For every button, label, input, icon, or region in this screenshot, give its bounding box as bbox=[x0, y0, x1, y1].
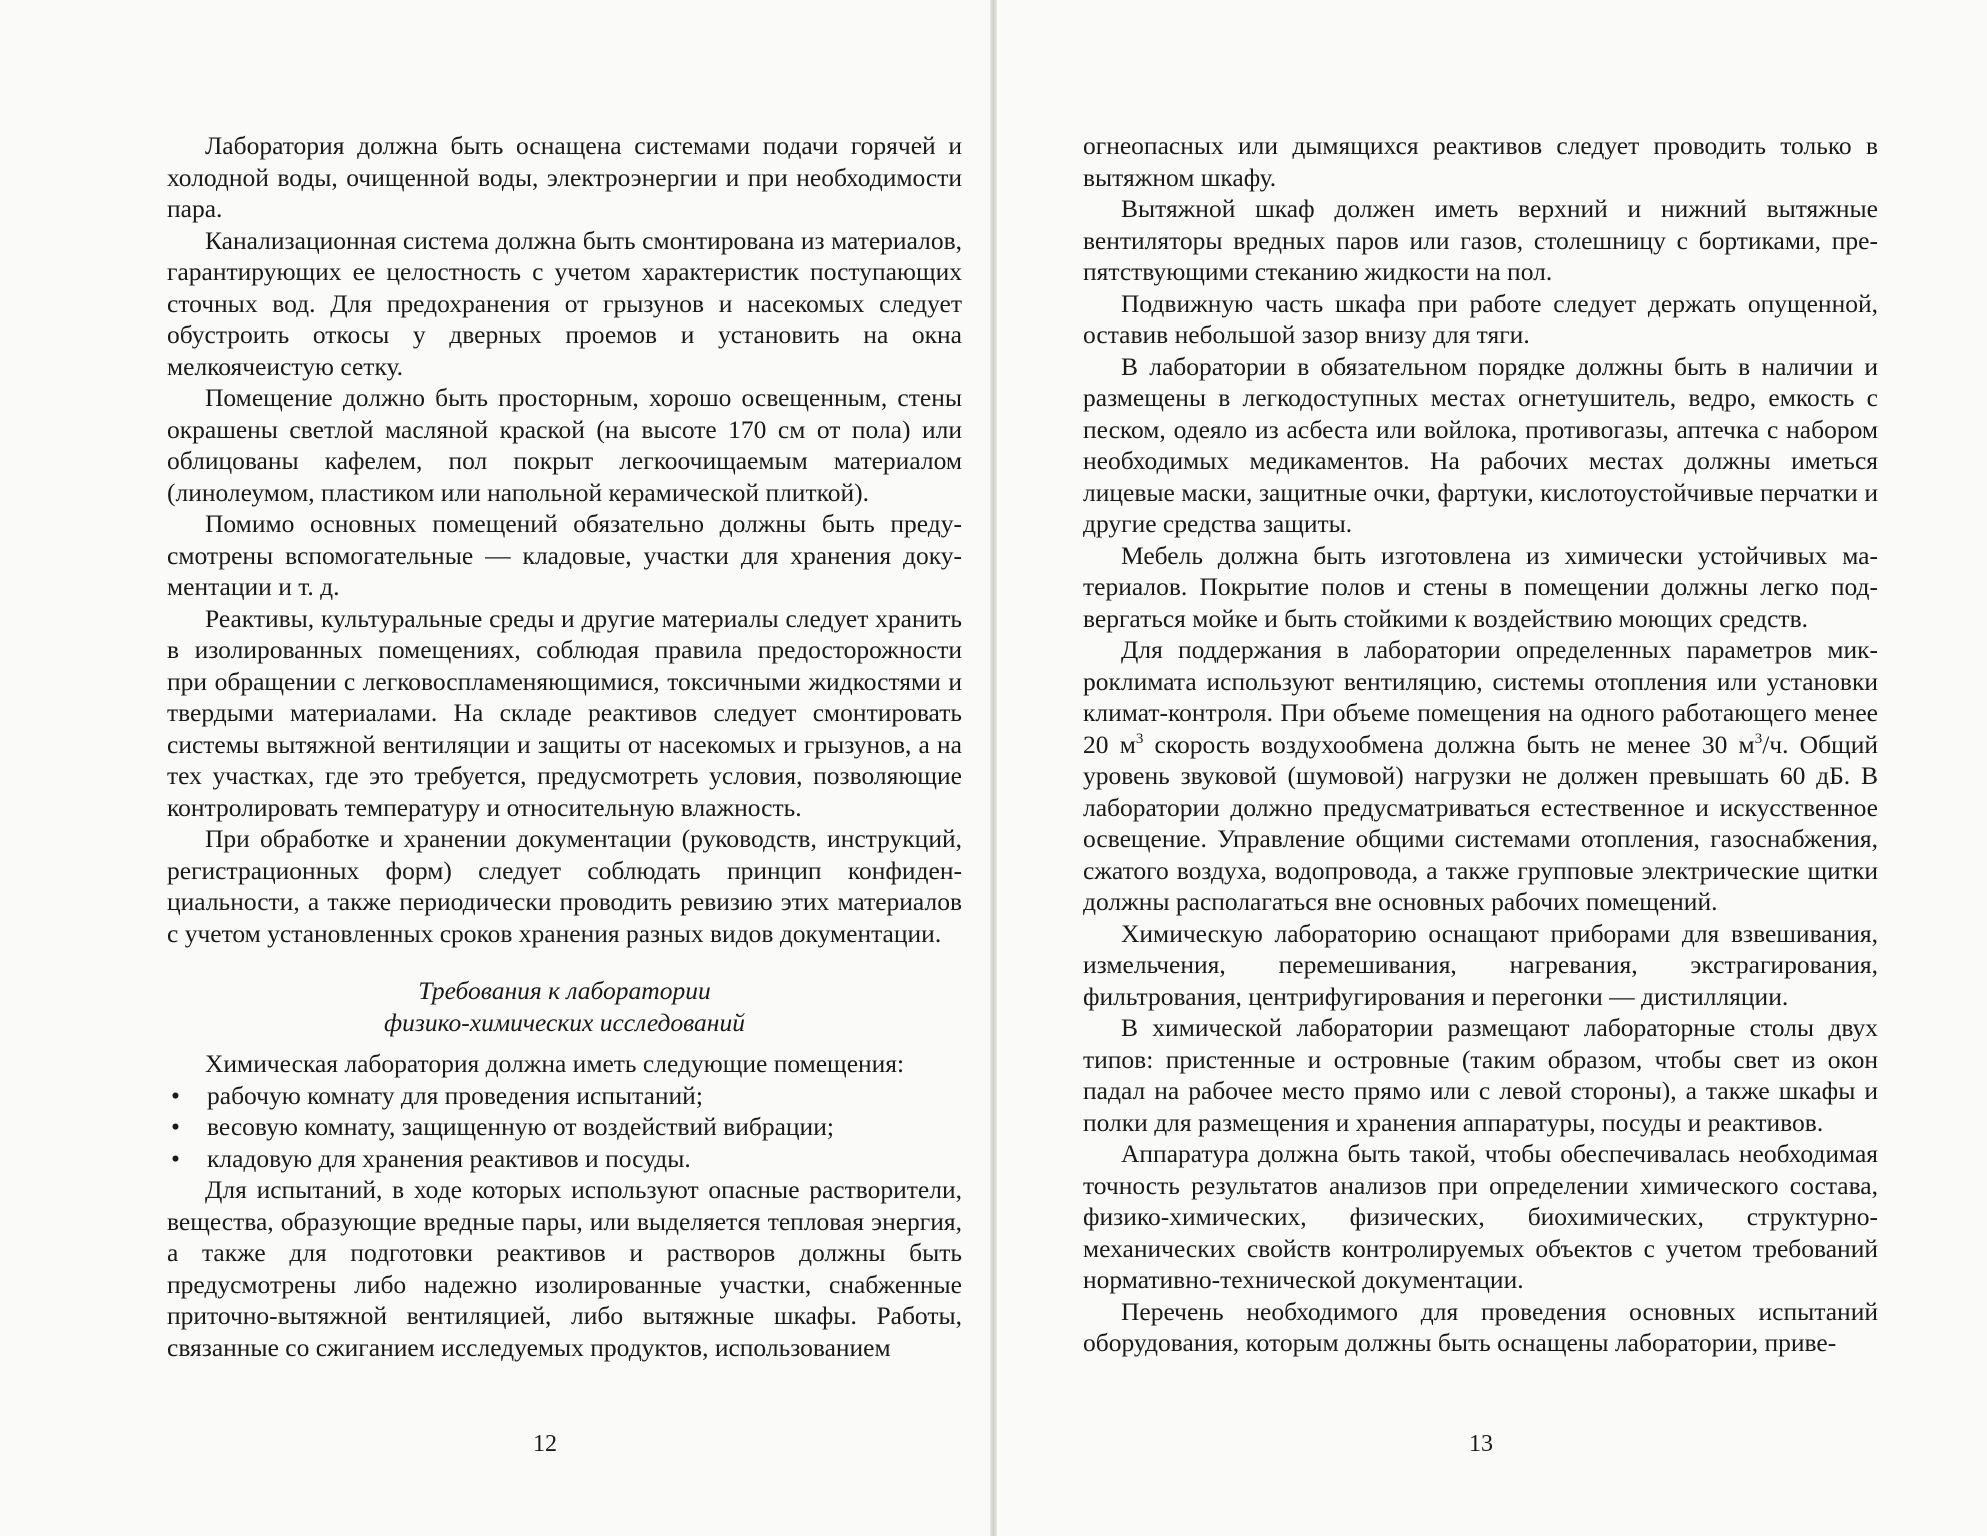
superscript: 3 bbox=[1135, 730, 1144, 747]
left-page-text bbox=[167, 130, 962, 1363]
page-number: 13 bbox=[1469, 1431, 1493, 1457]
superscript: 3 bbox=[1754, 730, 1763, 747]
paragraph: Для испытаний, в ходе которых используют опасные растворители, вещества, образующие вредные пары, или выделяется тепловая энергия, а также для подготовки реактивов и растворов должны быть предусмотрены либо надежно изолированные участки, снабженные приточно-вытяжной вентиляцией, либо вытяжные шкафы. Работы, связанные со сжиганием исследуемых продуктов, использованием bbox=[167, 1175, 962, 1362]
text-run: Для поддержания в лаборатории определенных параметров микроклимата используют вентиляцию, системы отопления или установки климат-контроля. При объеме помещения на одного работающего менее 20 м bbox=[1083, 635, 1878, 759]
list-item bbox=[167, 1080, 962, 1112]
left-page bbox=[0, 0, 990, 1536]
text-run: /ч. Общий уровень звуковой (шумовой) нагрузки не должен превышать 60 дБ. В лаборатории должно предусматриваться естественное и искусственное освещение. Управление общими системами отопления, газоснабжения, сжатого воздуха, водопровода, а также групповые электрические щитки должны располагаться вне основных рабочих помещений. bbox=[1083, 729, 1878, 916]
list-item bbox=[167, 1111, 962, 1143]
list-item bbox=[167, 1143, 962, 1175]
text-run: скорость воздухообмена должна быть не менее 30 м bbox=[1143, 729, 1755, 759]
paragraph: Подвижную часть шкафа при работе следует держать опущенной, оставив небольшой зазор внизу для тяги. bbox=[1083, 288, 1878, 349]
section-heading-line: физико-химических исследований bbox=[384, 1007, 745, 1037]
list-item-text: кладовую для хранения реактивов и посуды. bbox=[207, 1143, 691, 1173]
paragraph: Лаборатория должна быть оснащена системами подачи горячей и холодной воды, очищенной воды, электроэнергии и при необходимости пара. bbox=[167, 131, 962, 223]
paragraph: Аппаратура должна быть такой, чтобы обеспечивалась необходимая точность результатов анализов при определении химического состава, физико-химических, физических, биохимических, структурно-механических свойств контролируемых объектов с учетом требований нормативно-технической документации. bbox=[1083, 1139, 1878, 1294]
section-heading bbox=[167, 975, 962, 1038]
bullet-icon: • bbox=[171, 1080, 180, 1110]
paragraph: В химической лаборатории размещают лабораторные столы двух типов: пристенные и островные (таким образом, чтобы свет из окон падал на рабочее место прямо или с левой стороны), а также шкафы и полки для размещения и хранения аппаратуры, посуды и реактивов. bbox=[1083, 1013, 1878, 1137]
list-item-text: весовую комнату, защищенную от воздействий вибрации; bbox=[207, 1112, 834, 1141]
bullet-icon: • bbox=[171, 1112, 180, 1141]
paragraph: При обработке и хранении документации (руководств, инструкций, регистрационных форм) следует соблюдать принцип конфиденциальности, а также периодически проводить ревизию этих материалов с учетом установленных сроков хранения разных видов документации. bbox=[167, 824, 962, 948]
paragraph: Помимо основных помещений обязательно должны быть предусмотрены вспомогательные — кладовые, участки для хранения документации и т. д. bbox=[167, 509, 962, 601]
paragraph: Вытяжной шкаф должен иметь верхний и нижний вытяжные вентиляторы вредных паров или газов, столешницу с бортиками, препятствующими стеканию жидкости на пол. bbox=[1083, 194, 1878, 286]
right-page-text bbox=[1083, 130, 1878, 1359]
right-page bbox=[997, 0, 1987, 1536]
list-intro: Химическая лаборатория должна иметь следующие помещения: bbox=[205, 1049, 905, 1078]
bullet-list bbox=[167, 1080, 962, 1175]
bullet-icon: • bbox=[171, 1143, 180, 1173]
paragraph: В лаборатории в обязательном порядке должны быть в наличии и размещены в легкодоступных местах огнетушитель, ведро, емкость с песком, одеяло из асбеста или войлока, противогазы, аптечка с набором необходимых медикаментов. На рабочих местах должны иметься лицевые маски, защитные очки, фартуки, кислотоустойчивые перчатки и другие средства защиты. bbox=[1083, 351, 1878, 538]
list-item-text: рабочую комнату для проведения испытаний; bbox=[207, 1080, 703, 1110]
paragraph: Реактивы, культуральные среды и другие материалы следует хранить в изолированных помещениях, соблюдая правила предосторожности при обращении с легковоспламеняющимися, токсичными жидкостями и твердыми материалами. На складе реактивов следует смонтировать системы вытяжной вентиляции и защиты от насекомых и грызунов, а на тех участках, где это требуется, предусмотреть условия, позволяющие контролировать температуру и относительную влажность. bbox=[167, 603, 962, 822]
paragraph-microclimate bbox=[1083, 634, 1878, 918]
paragraph: Помещение должно быть просторным, хорошо освещенным, стены окрашены светлой масляной краской (на высоте 170 см от пола) или облицованы кафелем, пол покрыт легкоочищаемым материалом (линолеумом, пластиком или напольной керамической плиткой). bbox=[167, 383, 962, 507]
book-gutter bbox=[990, 0, 997, 1536]
paragraph: Канализационная система должна быть смонтирована из материалов, гарантирующих ее целостность с учетом характеристик поступающих сточных вод. Для предохранения от грызунов и насекомых следует обустроить откосы у дверных проемов и установить на окна мелкоячеистую сетку. bbox=[167, 225, 962, 381]
paragraph-continuation: огнеопасных или дымящихся реактивов следует проводить только в вытяжном шкафу. bbox=[1083, 131, 1878, 192]
section-heading-line: Требования к лаборатории bbox=[418, 976, 711, 1005]
paragraph: Химическую лабораторию оснащают приборами для взвешивания, измельчения, перемешивания, нагревания, экстрагирования, фильтрования, центрифугирования и перегонки — дистилляции. bbox=[1083, 918, 1878, 1011]
paragraph: Мебель должна быть изготовлена из химически устойчивых материалов. Покрытие полов и стены в помещении должны легко подвергаться мойке и быть стойкими к воздействию моющих средств. bbox=[1083, 540, 1878, 633]
paragraph: Перечень необходимого для проведения основных испытаний оборудования, которым должны быть оснащены лаборатории, приве- bbox=[1083, 1296, 1878, 1357]
page-number: 12 bbox=[533, 1431, 557, 1457]
